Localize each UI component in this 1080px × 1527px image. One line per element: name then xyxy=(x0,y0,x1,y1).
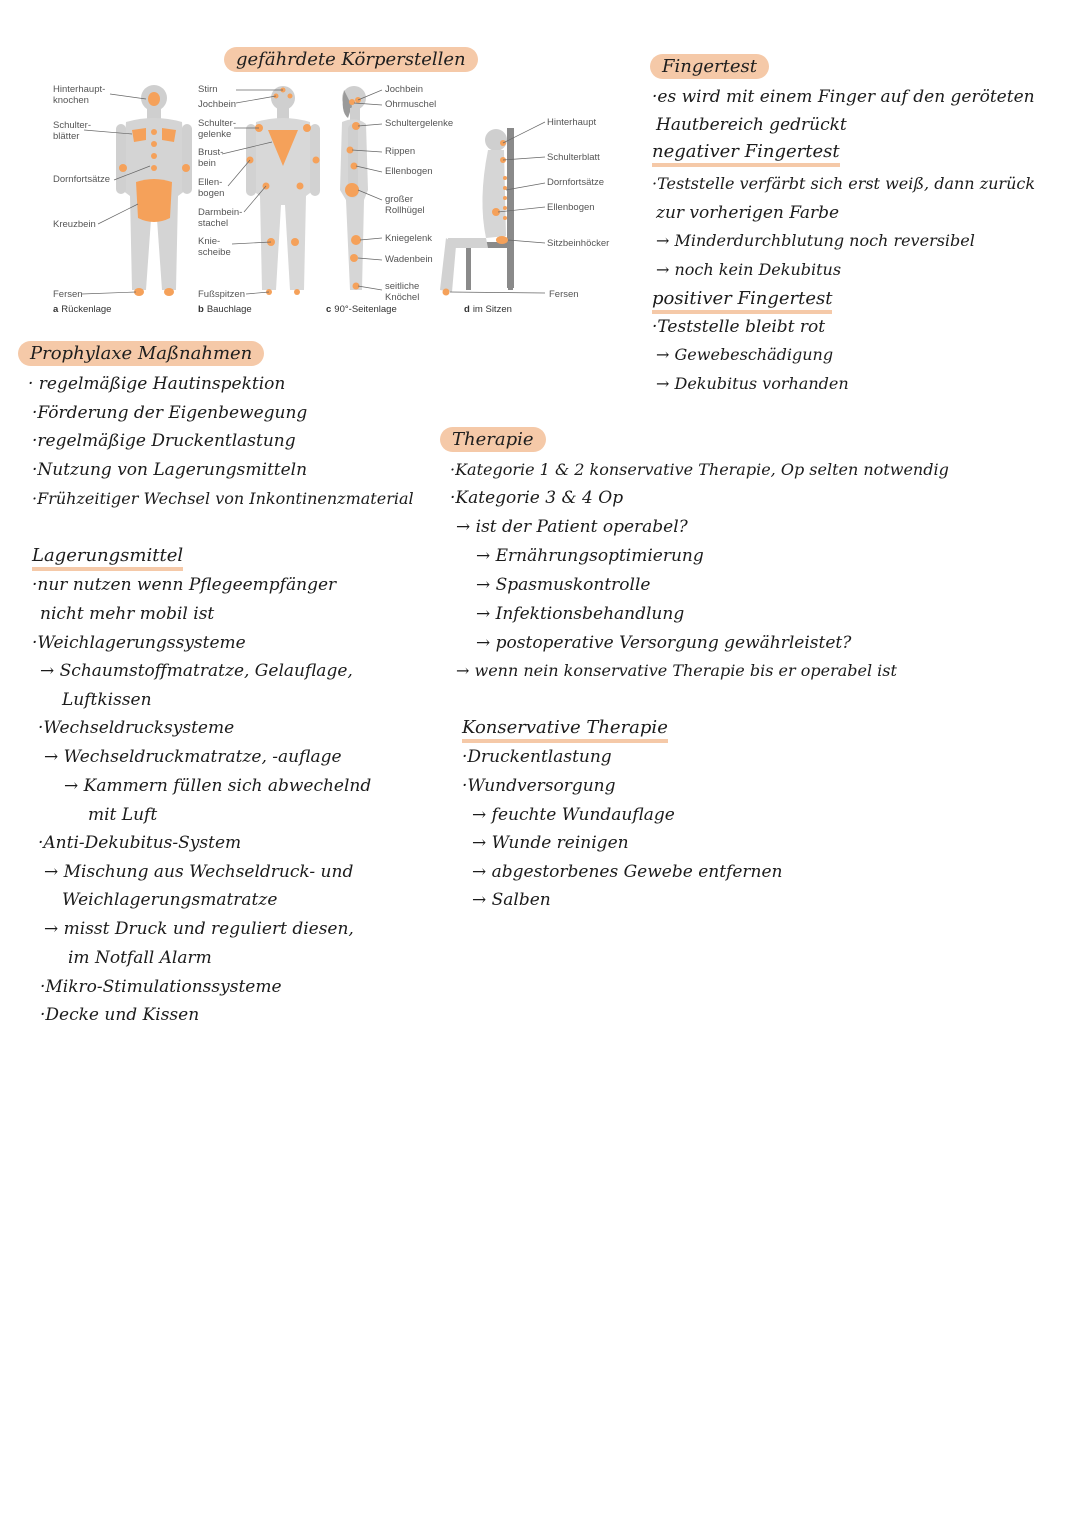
therapie-heading: Therapie xyxy=(440,427,546,452)
lagerung-line-14: im Notfall Alarm xyxy=(68,948,212,968)
label-d-3: Dornfortsätze xyxy=(547,177,605,188)
lagerung-line-7: → Wechseldruckmatratze, -auflage xyxy=(44,747,342,767)
therapie-line-2: ·Kategorie 3 & 4 Op xyxy=(450,488,624,508)
therapie-line-7: → postoperative Versorgung gewährleistet? xyxy=(476,633,852,653)
konservativ-line-6: → Salben xyxy=(472,890,551,910)
figure-back-view xyxy=(82,85,192,296)
label-b-7: Knie-scheibe xyxy=(198,236,231,258)
negative-heading: negativer Fingertest xyxy=(652,141,840,167)
positive-line-1: ·Teststelle bleibt rot xyxy=(652,317,826,337)
prophylaxe-item-3: ·regelmäßige Druckentlastung xyxy=(32,431,296,451)
therapie-line-8: → wenn nein konservative Therapie bis er operabel ist xyxy=(456,661,897,680)
konservativ-line-3: → feuchte Wundauflage xyxy=(472,805,675,825)
lagerung-line-13: → misst Druck und reguliert diesen, xyxy=(44,919,354,939)
prophylaxe-item-5: ·Frühzeitiger Wechsel von Inkontinenzmaterial xyxy=(32,489,414,508)
label-a-4: Kreuzbein xyxy=(53,219,96,230)
label-c-2: Ohrmuschel xyxy=(385,99,437,110)
figure-title: gefährdete Körperstellen xyxy=(224,47,478,72)
fingertest-intro-2: Hautbereich gedrückt xyxy=(656,115,847,135)
prophylaxe-item-2: ·Förderung der Eigenbewegung xyxy=(32,403,308,423)
label-d-2: Schulterblatt xyxy=(547,152,600,163)
prophylaxe-item-4: ·Nutzung von Lagerungsmitteln xyxy=(32,460,308,480)
lagerung-line-2: nicht mehr mobil ist xyxy=(40,604,215,624)
prophylaxe-heading: Prophylaxe Maßnahmen xyxy=(18,341,264,366)
lagerung-line-8: → Kammern füllen sich abwechelnd xyxy=(64,776,372,796)
negative-line-1: ·Teststelle verfärbt sich erst weiß, dann zurück xyxy=(652,174,1036,193)
lagerung-line-15: ·Mikro-Stimulationssysteme xyxy=(40,977,282,997)
konservativ-line-1: ·Druckentlastung xyxy=(462,747,612,767)
label-c-5: Ellenbogen xyxy=(385,166,433,177)
label-b-5: Ellen-bogen xyxy=(198,177,225,199)
lagerung-line-3: ·Weichlagerungssysteme xyxy=(32,633,246,653)
label-c-3: Schultergelenke xyxy=(385,118,454,129)
figure-sitting-view xyxy=(440,122,545,296)
positive-line-2: → Gewebeschädigung xyxy=(656,345,834,364)
label-d-6: Fersen xyxy=(549,289,579,300)
label-b-3: Schulter-gelenke xyxy=(198,118,237,140)
negative-line-2: zur vorherigen Farbe xyxy=(656,203,840,223)
label-c-7: Kniegelenk xyxy=(385,233,433,244)
label-b-2: Jochbein xyxy=(198,99,237,110)
label-b-6: Darmbein-stachel xyxy=(198,207,243,229)
negative-line-3: → Minderdurchblutung noch reversibel xyxy=(656,231,975,250)
label-c-4: Rippen xyxy=(385,146,416,157)
lagerung-line-10: ·Anti-Dekubitus-System xyxy=(38,833,242,853)
label-c-8: Wadenbein xyxy=(385,254,433,265)
positive-line-3: → Dekubitus vorhanden xyxy=(656,374,849,393)
konservativ-line-5: → abgestorbenes Gewebe entfernen xyxy=(472,862,783,882)
label-b-8: Fußspitzen xyxy=(198,289,245,300)
label-d-4: Ellenbogen xyxy=(547,202,595,213)
fingertest-intro-1: ·es wird mit einem Finger auf den geröteten xyxy=(652,87,1035,107)
label-a-5: Fersen xyxy=(53,289,83,300)
prophylaxe-item-1: · regelmäßige Hautinspektion xyxy=(28,374,286,394)
lagerung-line-16: ·Decke und Kissen xyxy=(40,1005,200,1025)
positive-heading: positiver Fingertest xyxy=(652,288,832,314)
figure-front-view xyxy=(222,86,320,295)
therapie-line-5: → Spasmuskontrolle xyxy=(476,575,651,595)
lagerung-heading: Lagerungsmittel xyxy=(32,545,183,571)
caption-b: b Bauchlage xyxy=(198,304,252,315)
negative-line-4: → noch kein Dekubitus xyxy=(656,260,842,279)
label-d-5: Sitzbeinhöcker xyxy=(547,238,610,249)
lagerung-line-9: mit Luft xyxy=(88,805,158,825)
lagerung-line-6: ·Wechseldrucksysteme xyxy=(38,718,235,738)
lagerung-line-4: → Schaumstoffmatratze, Gelauflage, xyxy=(40,661,353,681)
lagerung-line-5: Luftkissen xyxy=(62,690,152,710)
label-a-2: Schulter-blätter xyxy=(53,120,92,142)
lagerung-line-11: → Mischung aus Wechseldruck- und xyxy=(44,862,354,882)
label-a-1: Hinterhaupt-knochen xyxy=(53,84,106,106)
konservativ-line-4: → Wunde reinigen xyxy=(472,833,629,853)
lagerung-line-1: ·nur nutzen wenn Pflegeempfänger xyxy=(32,575,337,595)
therapie-line-1: ·Kategorie 1 & 2 konservative Therapie, Op selten notwendig xyxy=(450,460,949,479)
therapie-line-3: → ist der Patient operabel? xyxy=(456,517,688,537)
konservativ-heading: Konservative Therapie xyxy=(462,717,668,743)
therapie-line-4: → Ernährungsoptimierung xyxy=(476,546,704,566)
label-a-3: Dornfortsätze xyxy=(53,174,111,185)
fingertest-heading: Fingertest xyxy=(650,54,769,79)
figure-side-view xyxy=(340,86,382,290)
caption-c: c 90°-Seitenlage xyxy=(326,304,397,315)
label-b-1: Stirn xyxy=(198,84,218,95)
lagerung-line-12: Weichlagerungsmatratze xyxy=(62,890,278,910)
label-c-6: großer Rollhügel xyxy=(385,194,425,216)
konservativ-line-2: ·Wundversorgung xyxy=(462,776,616,796)
caption-a: a Rückenlage xyxy=(53,304,112,315)
body-figures xyxy=(0,0,620,320)
label-d-1: Hinterhaupt xyxy=(547,117,597,128)
label-c-9: seitliche Knöchel xyxy=(385,281,420,303)
caption-d: d im Sitzen xyxy=(464,304,512,315)
therapie-line-6: → Infektionsbehandlung xyxy=(476,604,685,624)
label-c-1: Jochbein xyxy=(385,84,424,95)
label-b-4: Brust-bein xyxy=(198,147,224,169)
